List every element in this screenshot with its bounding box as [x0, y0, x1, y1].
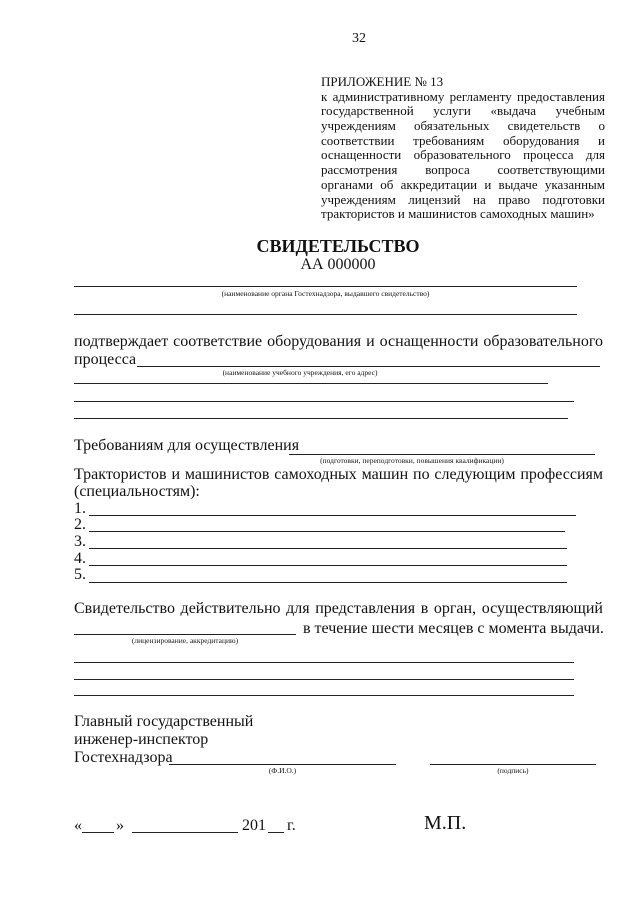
validity-line-2	[74, 662, 574, 663]
professions-text: Трактористов и машинистов самоходных машин по следующим профессиям	[74, 466, 603, 483]
signature-caption: (подпись)	[497, 766, 529, 775]
requirements-caption: (подготовки, переподготовки, повышения квалификации)	[320, 456, 504, 465]
requirements-line	[289, 454, 595, 455]
appendix-title: ПРИЛОЖЕНИЕ № 13	[321, 74, 444, 89]
issuer-line-2	[74, 314, 577, 315]
month-line	[132, 832, 238, 833]
year-prefix: 201	[242, 817, 266, 834]
stamp-placeholder: М.П.	[424, 812, 467, 834]
signature-line	[430, 764, 596, 765]
institution-line-4	[74, 418, 568, 419]
page-number: 32	[352, 31, 366, 46]
date-close-quote: »	[116, 817, 124, 834]
list-number: 1.	[74, 500, 86, 517]
signer-title: Главный государственный	[74, 713, 254, 730]
appendix-line: к административному регламенту предоставления	[321, 88, 605, 104]
profession-line	[89, 531, 565, 532]
profession-line	[89, 548, 567, 549]
appendix-line: рассмотрения вопроса соответствующими	[321, 162, 605, 178]
signer-title-2: инженер-инспектор	[74, 731, 209, 748]
date-open-quote: «	[74, 817, 82, 834]
year-suffix: г.	[287, 817, 296, 834]
validity-tail: в течение шести месяцев с момента выдачи.	[303, 620, 604, 637]
process-label: процесса	[74, 351, 137, 368]
appendix-block	[321, 75, 605, 222]
institution-caption: (наименование учебного учреждения, его адрес)	[222, 368, 378, 377]
validity-line-4	[74, 695, 574, 696]
confirms-text: подтверждает соответствие оборудования и оснащенности образовательного	[74, 333, 603, 350]
day-line	[82, 832, 114, 833]
appendix-line: оснащенности образовательного процесса для	[321, 147, 605, 163]
validity-text: Свидетельство действительно для представления в орган, осуществляющий	[74, 600, 603, 617]
certificate-title: СВИДЕТЕЛЬСТВО	[256, 236, 420, 256]
profession-line	[89, 582, 567, 583]
institution-line-3	[74, 401, 574, 402]
institution-line-2	[74, 383, 548, 384]
list-number: 3.	[74, 533, 86, 550]
list-number: 2.	[74, 516, 86, 533]
signer-title-3: Гостехнадзора	[74, 749, 173, 766]
appendix-line: соответствии требованиям оборудования и	[321, 132, 605, 148]
validity-line-3	[74, 679, 574, 680]
appendix-line: государственной услуги «выдача учебным	[321, 103, 605, 119]
certificate-number: АА 000000	[300, 256, 376, 273]
requirements-label: Требованиям для осуществления	[74, 437, 300, 454]
institution-line	[137, 366, 600, 367]
year-line	[268, 832, 284, 833]
appendix-line: учреждениям обязательных свидетельств о	[321, 118, 605, 134]
validity-caption: (лицензирование, аккредитацию)	[131, 636, 239, 645]
appendix-line: трактористов и машинистов самоходных машин»	[321, 206, 595, 222]
professions-text-2: (специальностям):	[74, 483, 200, 500]
profession-line	[89, 565, 567, 566]
issuer-caption: (наименование органа Гостехнадзора, выдавшего свидетельство)	[221, 289, 430, 298]
list-number: 5.	[74, 566, 86, 583]
issuer-line	[74, 286, 577, 287]
name-line	[169, 764, 396, 765]
appendix-line: органами об аккредитации и выдаче указанным	[321, 176, 605, 192]
profession-line	[89, 515, 576, 516]
list-number: 4.	[74, 550, 86, 567]
licensing-line	[74, 634, 296, 635]
name-caption: (Ф.И.О.)	[268, 766, 297, 775]
appendix-line: учреждениям лицензий на право подготовки	[321, 191, 605, 207]
